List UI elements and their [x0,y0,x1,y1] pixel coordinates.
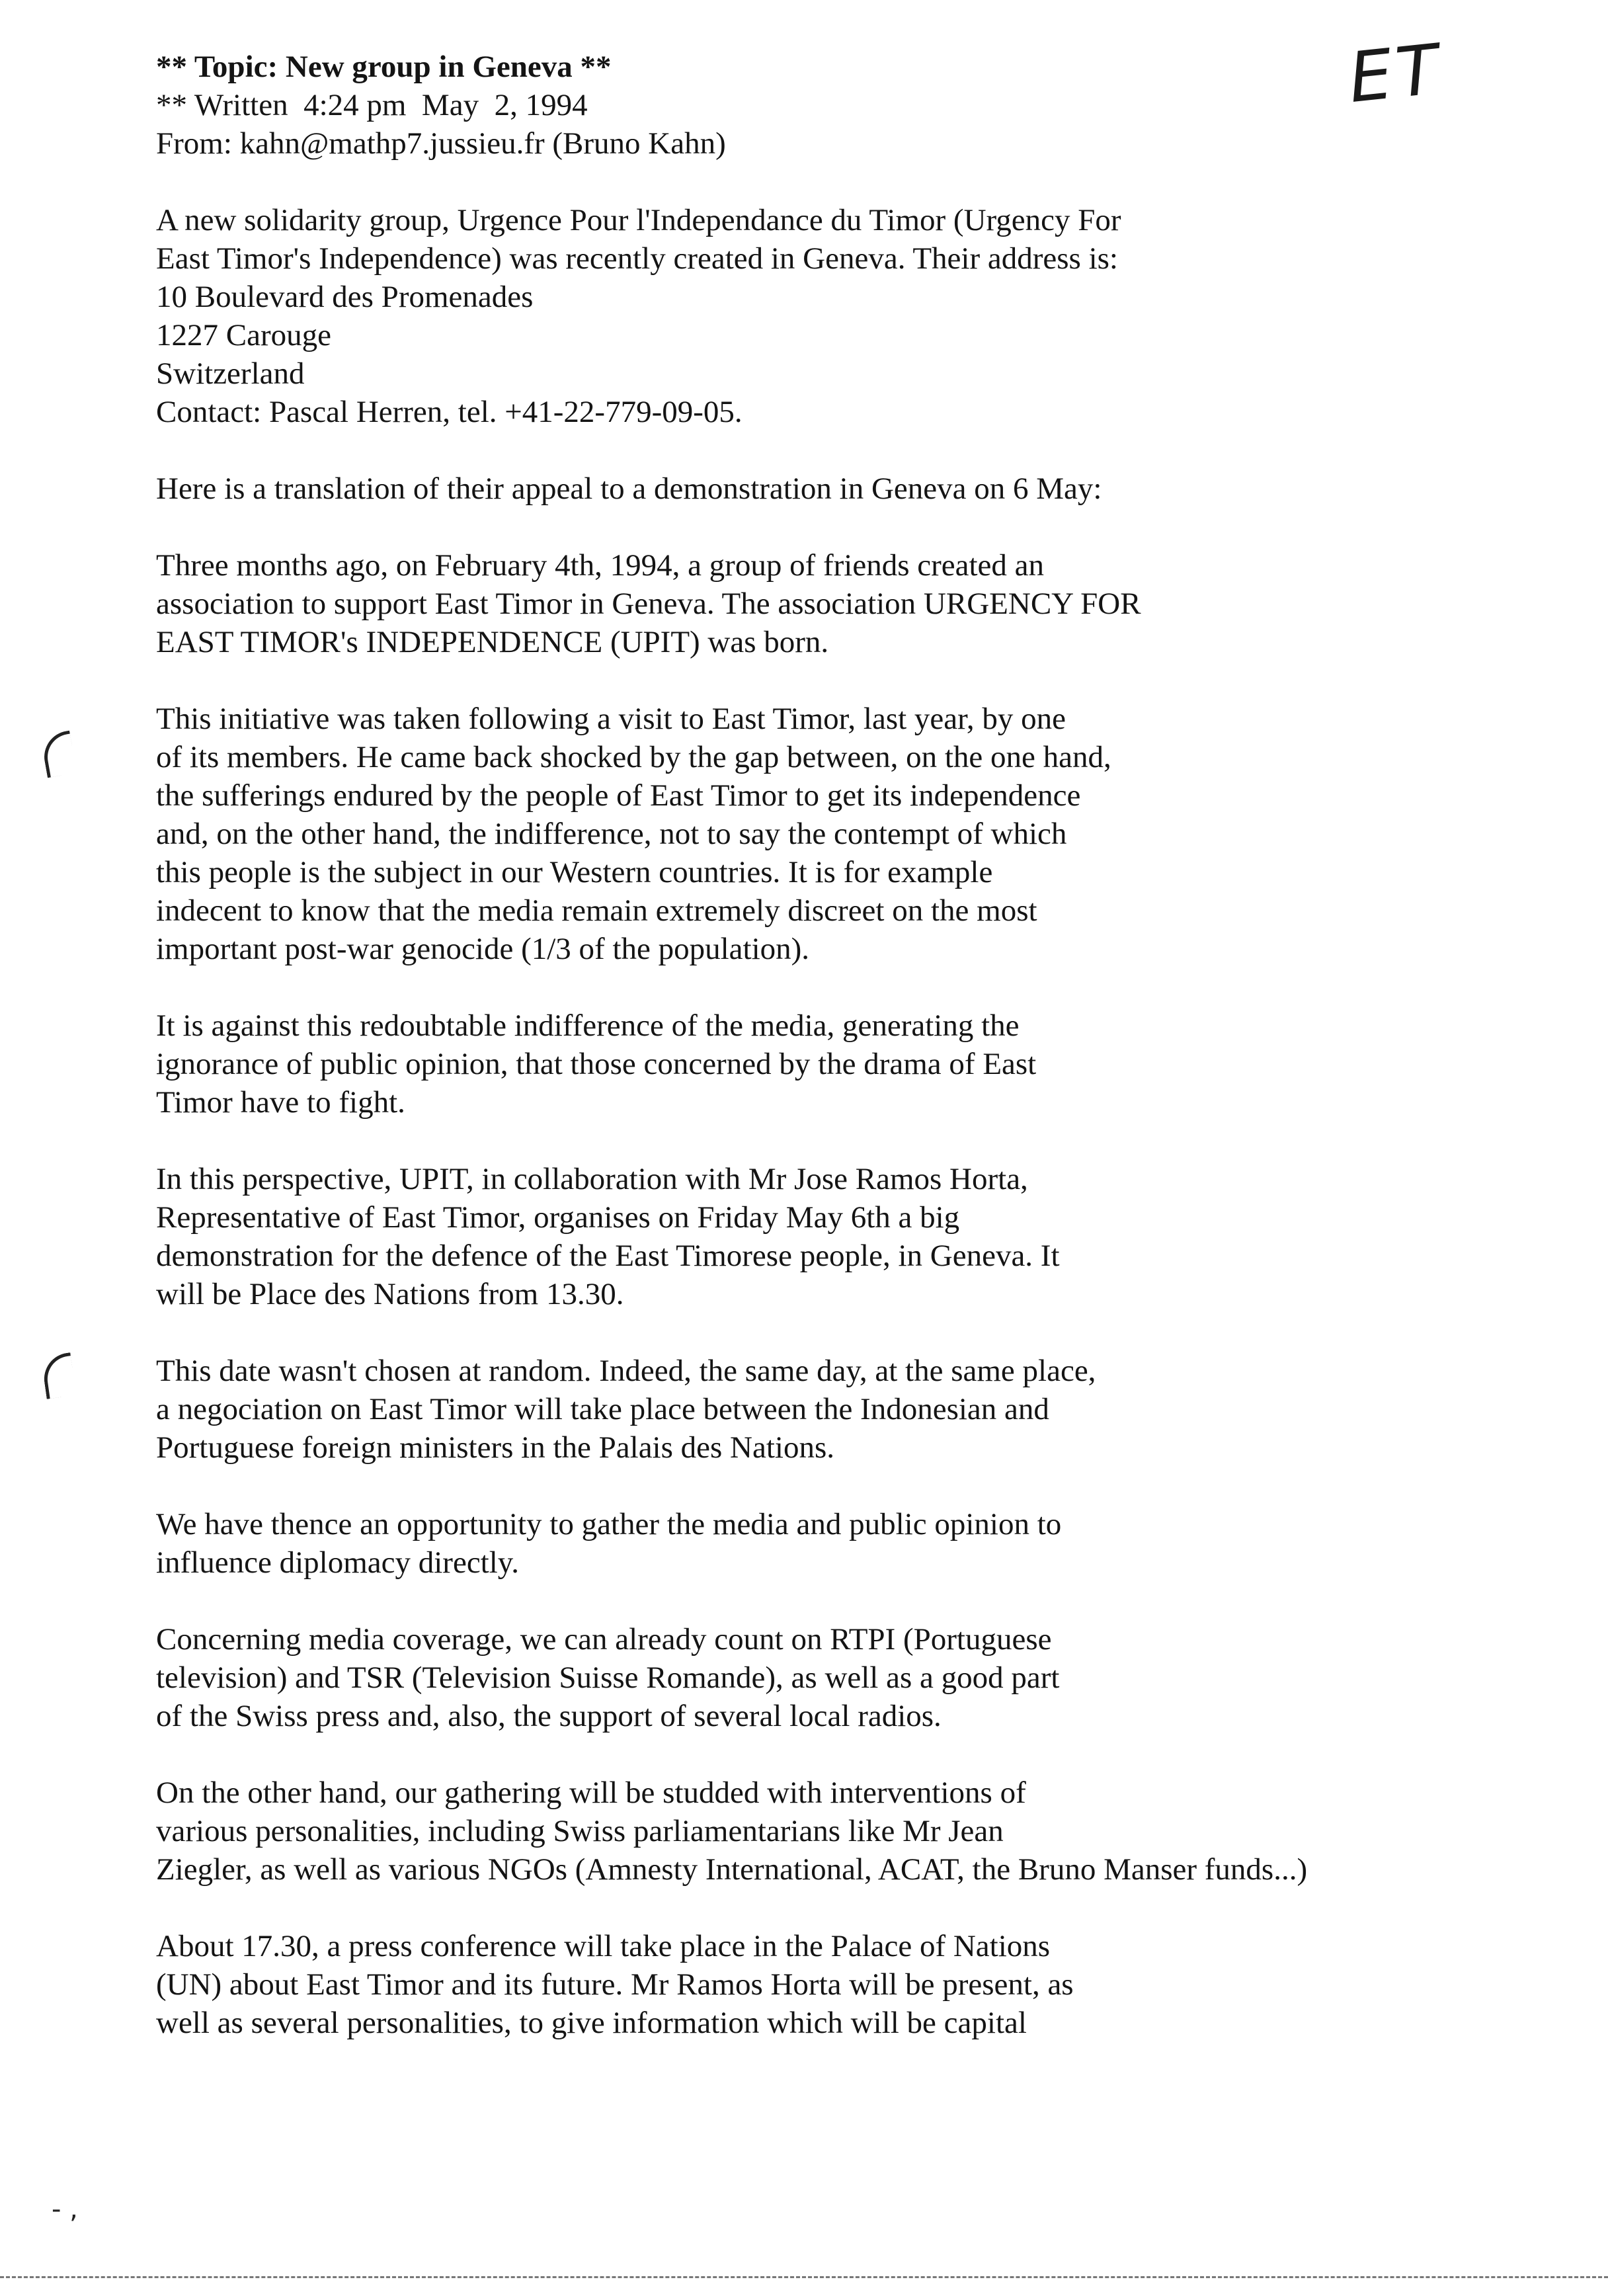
text-line: On the other hand, our gathering will be studded with interventions of [156,1776,1026,1810]
margin-bracket-mark [40,731,77,778]
text-line: About 17.30, a press conference will take place in the Palace of Nations [156,1929,1051,1963]
text-line: association to support East Timor in Geneva. The association URGENCY FOR [156,587,1141,621]
text-line: and, on the other hand, the indifference, not to say the contempt of which [156,817,1067,851]
text-line: of the Swiss press and, also, the support of several local radios. [156,1699,942,1733]
text-line: Representative of East Timor, organises on Friday May 6th a big [156,1200,960,1235]
text-line: influence diplomacy directly. [156,1545,519,1580]
text-line: We have thence an opportunity to gather the media and public opinion to [156,1507,1062,1541]
text-line: a negociation on East Timor will take place between the Indonesian and [156,1392,1049,1426]
paragraph [156,546,1492,661]
text-line: East Timor's Independence) was recently created in Geneva. Their address is: [156,241,1118,276]
paragraph [156,1006,1492,1122]
paragraph [156,1505,1492,1582]
text-line: In this perspective, UPIT, in collaboration with Mr Jose Ramos Horta, [156,1162,1028,1196]
scan-edge-line [0,2276,1608,2278]
paragraph [156,1774,1492,1889]
text-line: 1227 Carouge [156,318,331,352]
margin-bracket-mark [41,1352,77,1399]
document-body [156,48,1492,2080]
text-line: Portuguese foreign ministers in the Palais des Nations. [156,1430,835,1465]
text-line: Contact: Pascal Herren, tel. +41-22-779-09-05. [156,395,743,429]
text-line: well as several personalities, to give information which will be capital [156,2006,1027,2040]
paragraph [156,470,1492,508]
text-line: ignorance of public opinion, that those concerned by the drama of East [156,1047,1037,1081]
page-corner-mark: - , [52,2194,78,2225]
text-line: indecent to know that the media remain extremely discreet on the most [156,893,1037,928]
text-line: will be Place des Nations from 13.30. [156,1277,624,1311]
paragraph [156,201,1492,431]
email-header [156,48,1492,163]
paragraph [156,700,1492,968]
text-line: Ziegler, as well as various NGOs (Amnesty International, ACAT, the Bruno Manser funds...) [156,1852,1308,1887]
text-line: Switzerland [156,356,305,391]
text-line: this people is the subject in our Western countries. It is for example [156,855,993,889]
paragraph [156,1927,1492,2042]
text-line: demonstration for the defence of the East Timorese people, in Geneva. It [156,1239,1060,1273]
text-line: Timor have to fight. [156,1085,405,1120]
handwritten-annotation: ET [1345,28,1447,119]
paragraph [156,1620,1492,1735]
text-line: It is against this redoubtable indifference of the media, generating the [156,1008,1020,1043]
text-line: of its members. He came back shocked by the gap between, on the one hand, [156,740,1111,774]
text-line: EAST TIMOR's INDEPENDENCE (UPIT) was born. [156,625,829,659]
text-line: Three months ago, on February 4th, 1994, a group of friends created an [156,548,1045,583]
topic-line: ** Topic: New group in Geneva ** [156,50,612,84]
text-line: 10 Boulevard des Promenades [156,280,534,314]
text-line: Here is a translation of their appeal to a demonstration in Geneva on 6 May: [156,472,1102,506]
from-line: From: kahn@mathp7.jussieu.fr (Bruno Kahn) [156,126,726,161]
text-line: Concerning media coverage, we can already count on RTPI (Portuguese [156,1622,1052,1657]
text-line: This date wasn't chosen at random. Indeed, the same day, at the same place, [156,1354,1096,1388]
text-line: A new solidarity group, Urgence Pour l'Independance du Timor (Urgency For [156,203,1121,237]
paragraph [156,1160,1492,1313]
text-line: important post-war genocide (1/3 of the population). [156,932,810,966]
text-line: (UN) about East Timor and its future. Mr Ramos Horta will be present, as [156,1967,1074,2002]
paragraph [156,1352,1492,1467]
written-line: ** Written 4:24 pm May 2, 1994 [156,88,588,122]
body-paragraphs [156,201,1492,2042]
text-line: the sufferings endured by the people of East Timor to get its independence [156,778,1081,813]
text-line: This initiative was taken following a visit to East Timor, last year, by one [156,702,1066,736]
text-line: various personalities, including Swiss parliamentarians like Mr Jean [156,1814,1004,1848]
text-line: television) and TSR (Television Suisse Romande), as well as a good part [156,1660,1060,1695]
